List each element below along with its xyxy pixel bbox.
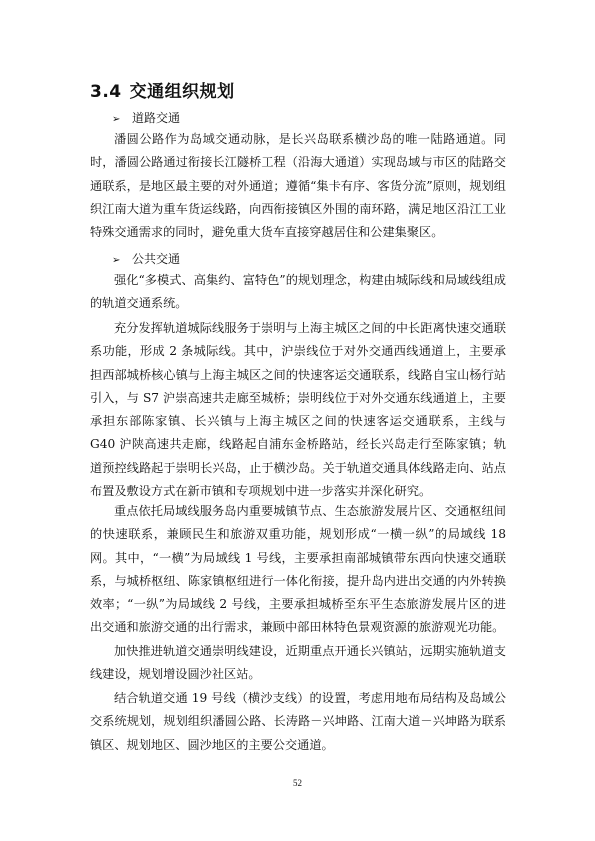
- subsection-title: 道路交通: [132, 111, 181, 125]
- paragraph: 强化“多模式、高集约、富特色”的规划理念，构建由城际线和局域线组成的轨道交通系统。: [90, 273, 506, 311]
- paragraph: 结合轨道交通 19 号线（横沙支线）的设置，考虑用地布局结构及岛域公交系统规划，规划组织潘圆公路、长涛路－兴坤路、江南大道－兴坤路为联系镇区、规划地区、圆沙地区的主要公交通道。: [90, 691, 506, 752]
- subsection-title: 公共交通: [132, 252, 181, 266]
- subsection-heading-road: [112, 109, 180, 126]
- paragraph: 重点依托局域线服务岛内重要城镇节点、生态旅游发展片区、交通枢纽间的快速联系，兼顾民生和旅游双重功能，规划形成“一横一纵”的局域线 18 网。其中，“一横”为局域线 1 号线，主要承担南部城镇带东西向快速交通联系，与城桥枢纽、陈家镇枢纽进行一体化衔接，提升岛内进出交通的内外转换效率；“一纵”为局域线 2 号线，主要承担城桥至东平生态旅游发展片区的进出交通和旅游交通的出行需求，兼顾中部田林特色景观资源的旅游观光功能。: [90, 504, 506, 635]
- paragraph: 充分发挥轨道城际线服务于崇明与上海主城区之间的中长距离快速交通联系功能，形成 2 条城际线。其中，沪崇线位于对外交通西线通道上，主要承担西部城桥核心镇与上海主城区之间的快速客运交通联系，线路自宝山杨行站引入，与 S7 沪崇高速共走廊至城桥；崇明线位于对外交通东线通道上，主要承担东部陈家镇、长兴镇与上海主城区之间的快速客运交通联系，主线与 G40 沪陕高速共走廊，线路起自浦东金桥路站，经长兴岛走行至陈家镇；轨道预控线路起于崇明长兴岛，止于横沙岛。关于轨道交通具体线路走向、站点布置及敷设方式在新市镇和专项规划中进一步落实并深化研究。: [90, 321, 506, 499]
- paragraph: 潘圆公路作为岛域交通动脉，是长兴岛联系横沙岛的唯一陆路通道。同时，潘圆公路通过衔接长江隧桥工程（沿海大通道）实现岛域与市区的陆路交通联系，是地区最主要的对外通道；遵循“集卡有序、客货分流”原则，规划组织江南大道为重车货运线路，向西衔接镇区外围的南环路，满足地区沿江工业特殊交通需求的同时，避免重大货车直接穿越居住和公建集聚区。: [90, 132, 506, 240]
- section-heading: [90, 77, 235, 102]
- bullet-arrow-icon: ➢: [112, 114, 121, 125]
- subsection-heading-transit: [112, 250, 180, 267]
- section-title: 交通组织规划: [129, 82, 235, 102]
- page-number: 52: [293, 778, 302, 788]
- bullet-arrow-icon: ➢: [112, 255, 121, 266]
- section-number: 3.4: [90, 82, 122, 102]
- paragraph: 加快推进轨道交通崇明线建设，近期重点开通长兴镇站，远期实施轨道支线建设，规划增设圆沙社区站。: [90, 644, 506, 682]
